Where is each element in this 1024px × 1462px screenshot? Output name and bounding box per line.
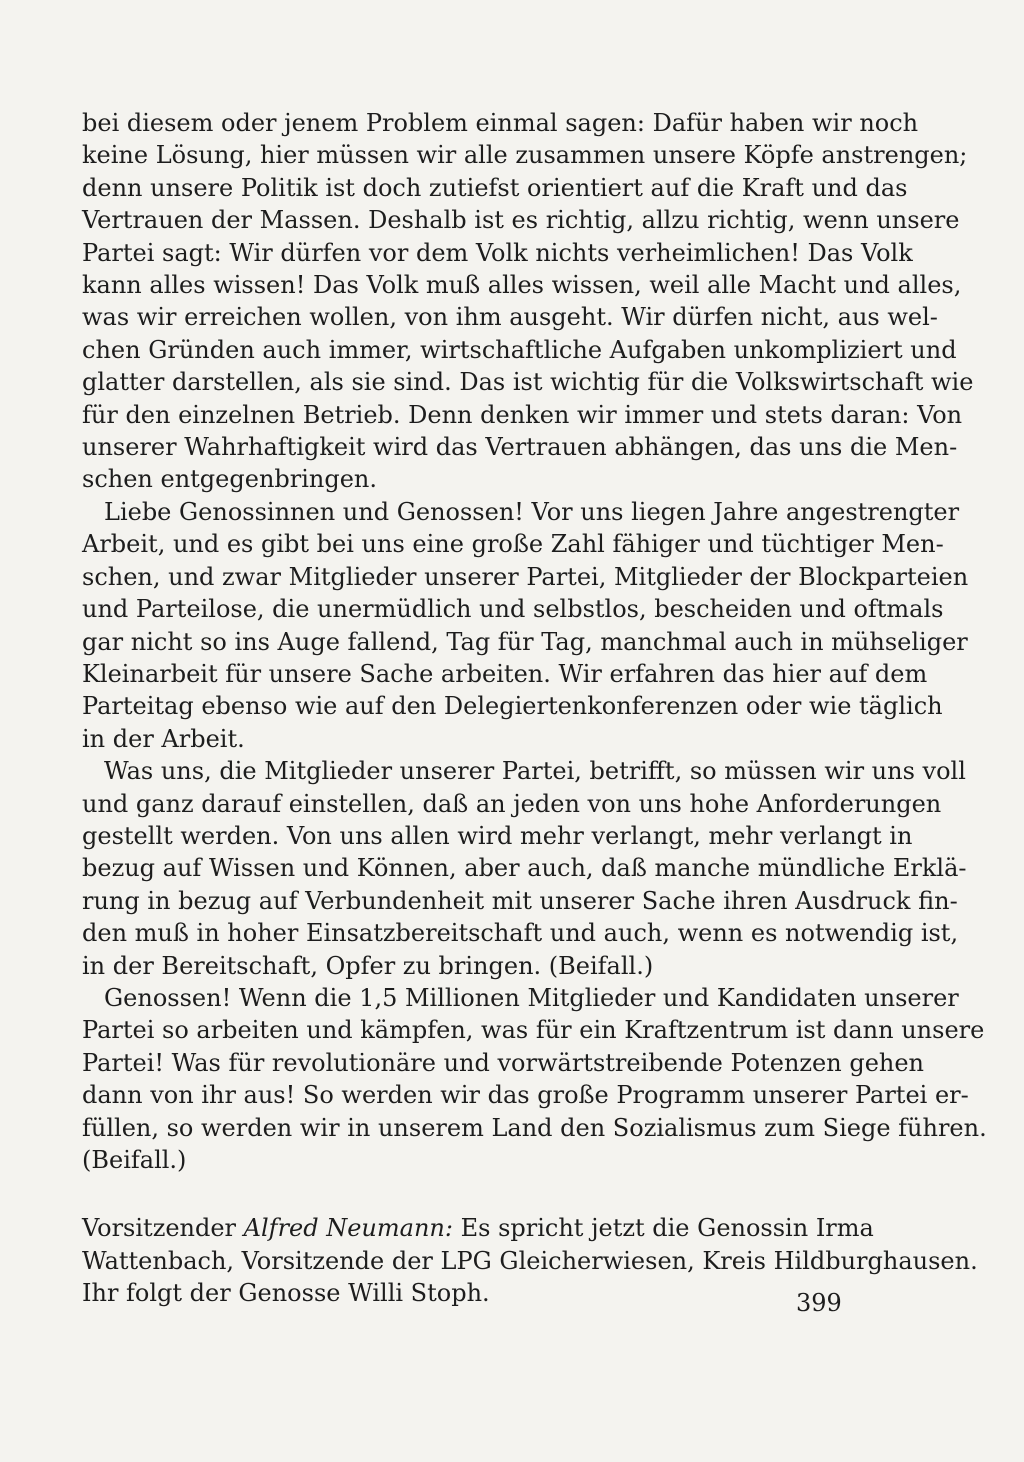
text-line: bezug auf Wissen und Können, aber auch, daß manche mündliche Erklä- (82, 854, 967, 883)
text-line: rung in bezug auf Verbundenheit mit unserer Sache ihren Ausdruck fin- (82, 886, 958, 915)
text-line: dann von ihr aus! So werden wir das große Programm unserer Partei er- (82, 1081, 969, 1110)
text-line: was wir erreichen wollen, von ihm ausgeht. Wir dürfen nicht, aus wel- (82, 303, 938, 332)
text-line: gar nicht so ins Auge fallend, Tag für Tag, manchmal auch in mühseliger (82, 627, 968, 656)
text-line: Was uns, die Mitglieder unserer Partei, betrifft, so müssen wir uns voll (104, 757, 966, 786)
text-line: glatter darstellen, als sie sind. Das ist wichtig für die Volkswirtschaft wie (82, 368, 974, 397)
text-line: Partei sagt: Wir dürfen vor dem Volk nichts verheimlichen! Das Volk (82, 238, 913, 267)
text-line: chen Gründen auch immer, wirtschaftliche Aufgaben unkompliziert und (82, 335, 957, 364)
text-line: Partei! Was für revolutionäre und vorwärtstreibende Potenzen gehen (82, 1048, 925, 1077)
page-number: 399 (796, 1289, 842, 1317)
speaker-announcement (82, 1212, 978, 1309)
text-line: Vertrauen der Massen. Deshalb ist es richtig, allzu richtig, wenn unsere (82, 206, 960, 235)
speaker-prefix: Vorsitzender (82, 1214, 244, 1243)
text-line: Partei so arbeiten und kämpfen, was für ein Kraftzentrum ist dann unsere (82, 1016, 985, 1045)
text-line: bei diesem oder jenem Problem einmal sagen: Dafür haben wir noch (82, 109, 919, 137)
paragraph-4 (82, 982, 987, 1176)
text-line: Ihr folgt der Genosse Willi Stoph. (82, 1279, 490, 1308)
text-line: schen, und zwar Mitglieder unserer Partei, Mitglieder der Blockparteien (82, 562, 969, 591)
paragraph-1 (82, 107, 974, 496)
paragraph-3 (82, 755, 967, 982)
text-line: den muß in hoher Einsatzbereitschaft und auch, wenn es notwendig ist, (82, 919, 959, 948)
text-line: gestellt werden. Von uns allen wird mehr verlangt, mehr verlangt in (82, 821, 913, 850)
text-line: keine Lösung, hier müssen wir alle zusammen unsere Köpfe anstrengen; (82, 141, 968, 170)
text-line: Parteitag ebenso wie auf den Delegiertenkonferenzen oder wie täglich (82, 692, 943, 721)
text-line: in der Bereitschaft, Opfer zu bringen. (Beifall.) (82, 951, 654, 980)
text-line: füllen, so werden wir in unserem Land den Sozialismus zum Siege führen. (82, 1113, 987, 1142)
text-line: denn unsere Politik ist doch zutiefst orientiert auf die Kraft und das (82, 173, 908, 202)
text-line: kann alles wissen! Das Volk muß alles wissen, weil alle Macht und alles, (82, 271, 962, 300)
text-line: Wattenbach, Vorsitzende der LPG Gleicherwiesen, Kreis Hildburghausen. (82, 1246, 978, 1275)
text-line: Genossen! Wenn die 1,5 Millionen Mitglieder und Kandidaten unserer (104, 983, 959, 1012)
paragraph-2 (82, 496, 969, 755)
text-line: Liebe Genossinnen und Genossen! Vor uns liegen Jahre angestrengter (104, 497, 960, 526)
speaker-text: Es spricht jetzt die Genossin Irma (452, 1214, 874, 1243)
speaker-name: Alfred Neumann: (243, 1214, 453, 1243)
text-line: Arbeit, und es gibt bei uns eine große Zahl fähiger und tüchtiger Men- (82, 530, 944, 559)
text-line (82, 1212, 874, 1244)
text-line: (Beifall.) (82, 1146, 187, 1174)
text-line: und ganz darauf einstellen, daß an jeden von uns hohe Anforderungen (82, 789, 942, 818)
text-line: in der Arbeit. (82, 724, 245, 753)
text-line: und Parteilose, die unermüdlich und selbstlos, bescheiden und oftmals (82, 595, 944, 624)
text-line: schen entgegenbringen. (82, 465, 378, 494)
text-line: Kleinarbeit für unsere Sache arbeiten. Wir erfahren das hier auf dem (82, 659, 928, 688)
body-text (82, 107, 987, 1310)
text-line: unserer Wahrhaftigkeit wird das Vertrauen abhängen, das uns die Men- (82, 433, 958, 462)
text-line: für den einzelnen Betrieb. Denn denken wir immer und stets daran: Von (82, 400, 963, 429)
